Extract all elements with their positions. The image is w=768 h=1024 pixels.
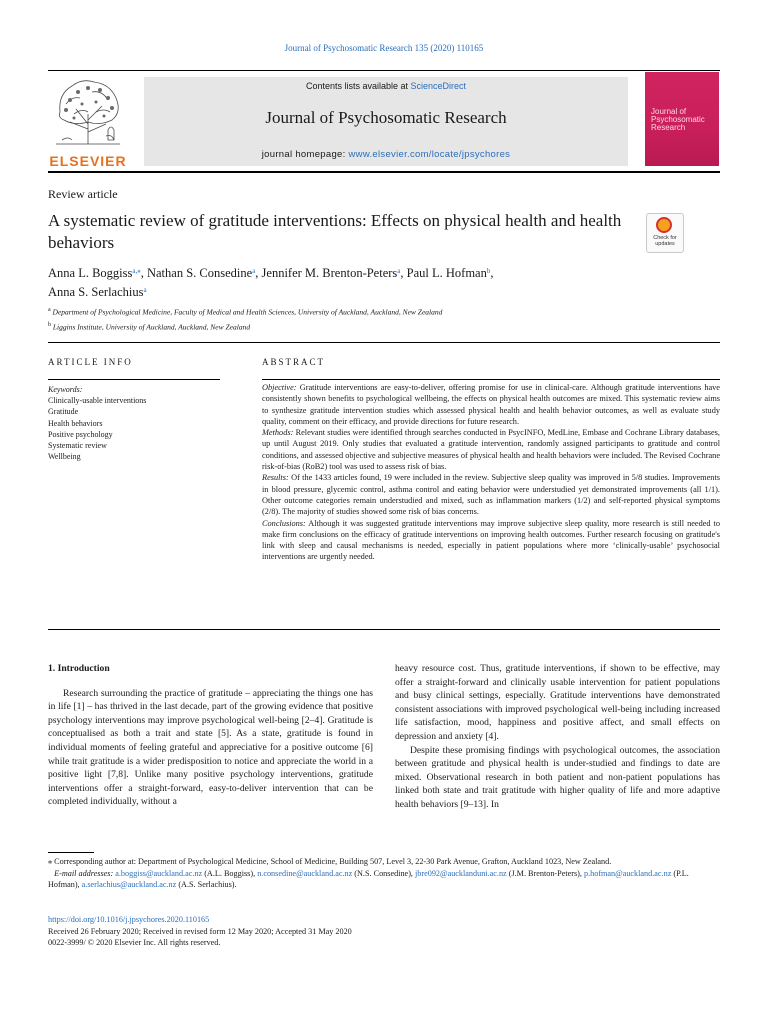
article-metadata bbox=[48, 914, 352, 949]
article-info-rule bbox=[48, 379, 220, 380]
check-updates-icon bbox=[656, 217, 672, 233]
author-name[interactable]: Nathan S. Consedine bbox=[146, 266, 253, 280]
keyword: Gratitude bbox=[48, 407, 79, 417]
keyword: Systematic review bbox=[48, 441, 107, 451]
keyword: Wellbeing bbox=[48, 452, 81, 462]
homepage-link[interactable]: www.elsevier.com/locate/jpsychores bbox=[348, 149, 511, 160]
corresponding-author-note: ⁎ Corresponding author at: Department of Psychological Medicine, School of Medicine, Building 507, Level 3, 22-30 Park Avenue, Grafton, Auckland 1023, New Zealand. bbox=[48, 857, 612, 866]
article-title: A systematic review of gratitude interventions: Effects on physical health and health behaviors bbox=[48, 211, 622, 252]
check-updates-label: Check for updates bbox=[653, 235, 677, 247]
body-column-right bbox=[395, 662, 720, 812]
keywords-label: Keywords: bbox=[48, 385, 83, 394]
journal-homepage: journal homepage: www.elsevier.com/locate/jpsychores bbox=[261, 149, 511, 160]
section-heading-introduction: 1. Introduction bbox=[48, 663, 110, 674]
footnotes bbox=[48, 856, 720, 891]
keyword: Clinically-usable interventions bbox=[48, 396, 147, 406]
author-name[interactable]: Paul L. Hofman bbox=[406, 266, 487, 280]
affiliation-a: $^a$ Department of Psychological Medicine, Faculty of Medical and Health Sciences, University of Auckland, Auckland, New Zealand bbox=[48, 307, 443, 317]
abstract-heading: ABSTRACT bbox=[262, 357, 326, 367]
article-info-heading: ARTICLE INFO bbox=[48, 357, 133, 367]
sciencedirect-link[interactable]: ScienceDirect bbox=[410, 81, 467, 91]
footnote-rule bbox=[48, 852, 94, 853]
email-link[interactable]: a.serlachius@auckland.ac.nz bbox=[81, 880, 177, 889]
received-dates: Received 26 February 2020; Received in revised form 12 May 2020; Accepted 31 May 2020 bbox=[48, 926, 352, 936]
elsevier-wordmark: ELSEVIER bbox=[49, 153, 127, 169]
header-bottom-rule bbox=[48, 171, 720, 173]
body-paragraph: Research surrounding the practice of gratitude – appreciating the things one has in life [1] – has thrived in the last decade, part of the growing evidence that positive psychology interventions may improve psychological well-being [2–4]. Gratitude is conceptualised as both a trait and state [5]. As a state, gratitude is found in individual moments of feeling grateful and appreciative for a positive outcome [6] while trait gratitude is a wider predisposition to notice and appreciate the world in a positive light [7,8]. Unlike many positive psychology interventions, gratitude interventions offer a straight-forward, easy-to-deliver intervention that can be completed individually, without a bbox=[48, 687, 373, 808]
doi-link[interactable]: https://doi.org/10.1016/j.jpsychores.2020.110165 bbox=[48, 915, 210, 924]
author-name[interactable]: Anna S. Serlachius bbox=[48, 285, 144, 299]
cover-title: Journal of Psychosomatic Research bbox=[651, 107, 705, 132]
email-link[interactable]: n.consedine@auckland.ac.nz bbox=[257, 868, 353, 878]
author-name[interactable]: Anna L. Boggiss bbox=[48, 266, 133, 280]
copyright-line: 0022-3999/ © 2020 Elsevier Inc. All rights reserved. bbox=[48, 938, 221, 947]
abstract-body bbox=[262, 382, 720, 563]
elsevier-logo bbox=[48, 74, 128, 169]
email-link[interactable]: jbre092@aucklanduni.ac.nz bbox=[415, 868, 507, 878]
body-paragraph: Despite these promising findings with psychological outcomes, the association between gratitude and physical health is under-studied and findings to date are mixed. Observational research in both patient and non-patient populations has linked both state and trait gratitude with higher quality of life and more adaptive health behaviors [9–13]. In bbox=[395, 744, 720, 810]
journal-title: Journal of Psychosomatic Research bbox=[265, 108, 507, 127]
author-name[interactable]: Jennifer M. Brenton-Peters bbox=[261, 266, 398, 280]
abstract-methods: Methods: Relevant studies were identified through searches conducted in PsycINFO, MedLine, Embase and Cochrane Library databases, up until August 2019. Only studies that evaluated a gratitude intervention, randomly assigned participants to gratitude and control conditions, and assessed objective and subjective measures of physical health and health behaviors were included. The Revised Cochrane risk-of-bias (RoB2) tool was used to assess risk of bias. bbox=[262, 428, 720, 472]
contents-line: Contents lists available at ScienceDirect bbox=[305, 81, 467, 91]
article-type: Review article bbox=[48, 187, 118, 201]
abstract-results: Results: Of the 1433 articles found, 19 were included in the review. Subjective sleep quality was improved in 5/8 studies. Improvements in blood pressure, glycemic control, asthma control and eating behavior were understudied yet demonstrated improvements (all 1/1). Other outcome categories remain understudied and mixed, such as inflammation markers (1/2) and self-reported physical symptoms (2/8). The majority of studies showed some risk of bias concerns. bbox=[262, 473, 720, 517]
email-link[interactable]: a.boggiss@auckland.ac.nz bbox=[115, 868, 203, 878]
section-rule bbox=[48, 629, 720, 630]
abstract-objective: Objective: Gratitude interventions are easy-to-deliver, offering promise for use in clinical-care. Although gratitude interventions have consistently shown benefits to psychological wellbeing, the effects on physical health outcomes are mixed. This systematic review aims to synthesize gratitude intervention studies which assessed physical health and health behavior outcomes, as well as evaluate study quality, comment on their efficacy, and provide directions for future research. bbox=[262, 383, 720, 426]
author-list: Anna L. Boggiss$^{a,⁎}$, Nathan S. Consedine$^a$, Jennifer M. Brenton-Peters$^a$, Paul L. Hofman$^b$, Anna S. Serlachius$^a$ bbox=[48, 266, 494, 299]
body-paragraph: heavy resource cost. Thus, gratitude interventions, if shown to be effective, may offer a straight-forward and clinically usable intervention for patient populations and busy clinical settings, especially. Gratitude interventions have demonstrated consistent associations with improved psychological well-being including increased life satisfaction, mood, happiness and positive affect, and small effects on depression and anxiety [4]. bbox=[395, 663, 720, 742]
journal-citation[interactable]: Journal of Psychosomatic Research 135 (2020) 110165 bbox=[284, 43, 484, 53]
check-for-updates-button[interactable] bbox=[646, 213, 684, 253]
body-column-left bbox=[48, 662, 373, 809]
email-link[interactable]: p.hofman@auckland.ac.nz bbox=[584, 868, 672, 878]
affiliation-b: $^b$ Liggins Institute, University of Auckland, Auckland, New Zealand bbox=[48, 321, 251, 331]
elsevier-tree-icon bbox=[48, 74, 128, 148]
keyword: Health behaviors bbox=[48, 418, 103, 428]
header-top-rule bbox=[48, 70, 720, 71]
keywords-block bbox=[48, 384, 220, 462]
journal-cover-image bbox=[645, 72, 719, 166]
abstract-rule bbox=[262, 379, 720, 380]
keyword: Positive psychology bbox=[48, 429, 113, 439]
affiliations bbox=[48, 304, 442, 333]
email-addresses: E-mail addresses: a.boggiss@auckland.ac.nz (A.L. Boggiss), n.consedine@auckland.ac.nz (N.S. Consedine), jbre092@aucklanduni.ac.nz (J.M. Brenton-Peters), p.hofman@auckland.ac.nz (P.L. Hofman), a.serlachius@auckland.ac.nz (A.S. Serlachius). bbox=[48, 868, 689, 889]
journal-header-box bbox=[144, 77, 628, 166]
abstract-conclusions: Conclusions: Although it was suggested gratitude interventions may improve subjective sleep quality, more research is still needed to make firm conclusions on the efficacy of gratitude interventions on improving health outcomes. Further research focusing on gratitude's link with sleep and causal mechanisms is needed, especially in patient populations where more ‘clinically-usable’ psychosocial interventions are urgently needed. bbox=[262, 518, 720, 562]
section-rule bbox=[48, 342, 720, 343]
